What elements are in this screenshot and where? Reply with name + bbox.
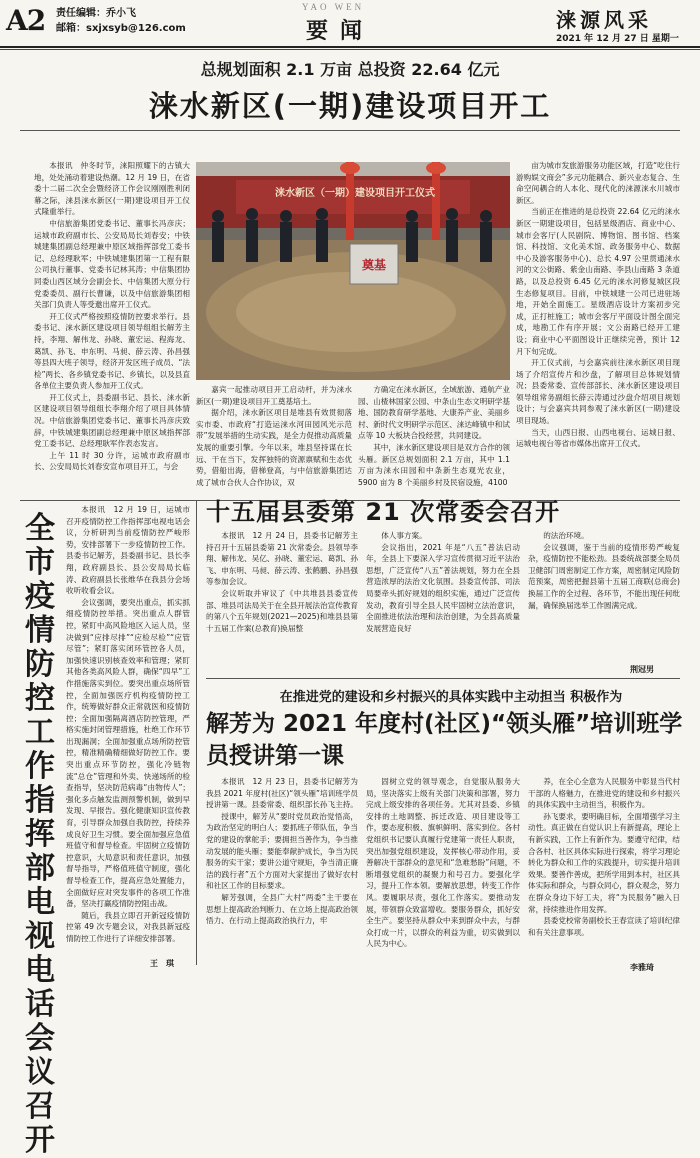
story3-column-3 (528, 776, 680, 956)
left-story-body (66, 504, 190, 954)
paragraph: 本报讯 12 月 19 日，运城市召开疫情防控工作指挥部电视电话会议，分析研判当前疫情防控严峻形势，安排部署下一步疫情防控工作。县委书记解芳，县委副书记、县长李翔，政府副县长、县公安局局长临涛、政府副县长张维华在我县分会场收听收看会议。 (66, 505, 190, 596)
paragraph: 方确定在涞水新区，全域旅游、通航产业园、山楂林国家公园、中条山生态文明研学基地、国防教育研学基地、大康养产业、美丽乡村、新时代文明研学示范区、涞达峰镇中和试点等 10 大板块合投经营，共同建设。 (358, 385, 510, 441)
vertical-headline: 全市疫情防控工作指挥部电视电话会议召开 (25, 511, 55, 1158)
paragraph: 随后，我县立即召开新冠疫情防控第 49 次专题会议，对我县新冠疫情防控工作进行了详细安排部署。 (66, 910, 190, 943)
paragraph: 开工仪式严格按照疫情防控要求举行。县委书记、涞水新区建设项目领导组组长解芳主持，李翔、解伟龙、孙晓、董宏运、程海龙、葛凯、孙飞、申东明、马昶、薛云涛、孙昌强等县四大班子领导，经济开发区班子成员、“法检”两长、各乡镇党委书记、乡镇长，以及县直各单位主要负责人参加开工仪式。 (34, 311, 190, 391)
section-pinyin: YAO WEN (302, 2, 365, 12)
lead-column-4 (516, 160, 680, 498)
paragraph: 解芳强调，全县广大村“两委”主干要在思想上提高政治判断力、在立场上提高政治领悟力、在行动上提高政治执行力，牢 (206, 892, 358, 926)
lead-subhead: 总规划面积 2.1 万亩 总投资 22.64 亿元 (200, 60, 500, 79)
story2-column-1 (206, 530, 358, 670)
paragraph: 会议强调，鉴于当前的疫情形势严峻复杂，疫情防控不能松劲。县委统战部要全局员卫健部门周密制定工作方案，周密制定风险防范预案，周密把握县第十五届工商联(总商会)换届工作的全过程、各环节，不能出现任何纰漏，确保换届选举工作圆满完成。 (528, 542, 680, 610)
paragraph: 固树立党的领导观念，自觉服从服务大局，坚决落实上级有关部门决策和部署，努力完成上级安排的各项任务。尤其对县委、乡镇安排的土地调整、拆迁改造、项目建设等工作，要态度积极、旗帜鲜明、落实到位。各村党组织书记要认真履行党建第一责任人职责，突出加强党组织建设，发挥核心带动作用，妥善解决干部群众的意见和“急难愁盼”问题，不断增强党组织的凝聚力和号召力。要强化学习，提升工作本领。要解放思想，转变工作作风。要履职尽责，强化工作落实。要推动发展，带领群众致富增收。要服务群众，抓好安全生产。要坚持从群众中来到群众中去，与群众打成一片，以群众的利益为重，切实做到以人民为中心。 (366, 777, 520, 949)
masthead-rule-thin (0, 49, 700, 50)
story3-headline: 解芳为 2021 年度村(社区)“领头雁”培训班学员授讲第一课 (206, 711, 683, 769)
editor-info (56, 6, 186, 36)
paragraph: 中信旅游集团党委书记、董事长冯彦庆；运城市政府副市长、公安局局长刘春安；中铁城建集团副总经理兼中原区域指挥部党工委书记、总经理耿军；中铁城建集团第一工程有限公司执行董事、党委书记林其涛；中信集团协同委山西区域分会副会长、中信集团大原分行党委委员、副行长曹谦，以及中信旅游集团相关部门负责人等受邀出席开工仪式。 (34, 218, 190, 310)
foundation-stone-text: 奠基 (361, 258, 386, 272)
story2-byline: 荆冠男 (630, 665, 654, 674)
lead-column-1 (34, 160, 190, 498)
lead-headline: 涞水新区(一期)建设项目开工 (148, 89, 552, 123)
photo-banner-text: 涞水新区（一期）建设项目开工仪式 (275, 188, 435, 199)
story2-headline: 十五届县委第 21 次常委会召开 (206, 498, 561, 526)
paragraph: 会议强调，要突出重点，抓实抓细疫情防控举措。突出重点人群管控，紧盯中高风险地区入运人员，坚决做到“应排尽排”“应检尽检”“应管尽管”；紧盯落实闭环管控各人员，加强快速识别核查效率和管理；紧盯其他各类高风险人群，确保“四早”工作措施落实到位。要突出重点场所管控，全面加强医疗机构疫情防控工作，统筹做好群众正常就医和疫情防控；全面加强隔离酒店防控管理，严格实施封闭管理措施，杜绝工作环节出现漏洞；全面加强重点场所防控管控，精准精确精细做好防控工作。要突出重点环节防控，强化冷链物流“总仓”管理和外卖、快递场所的检查指导，坚决防范病毒“由物传人”；强化多点触发监测预警机制，做到早发现、早报告。强化健康知识宣传教育，引导群众加强自我防控，持续养成良好卫生习惯。要全面加强应急值班值守和督导检查。牢固树立疫情防控意识，大局意识和责任意识，加强督导指导，严格值班值守制度，强化督导检查工作，提高应急处置能力，全面做好应对突发事件的各项工作准备，坚决打赢疫情防控阻击战。 (66, 597, 190, 909)
story3-byline: 李雅琦 (630, 963, 654, 972)
lead-column-2 (196, 384, 352, 498)
paragraph: 开工仪式前，与会嘉宾前往涞水新区项目现场了介绍宣传片和沙盘，了解项目总体规划情况；县委常委、宣传部部长、涞水新区建设项目领导组常务副组长薛云涛通过沙盘介绍项目规划设计；与会嘉宾共同参观了涞水新区(一期)建设项目现场。 (516, 358, 680, 426)
paragraph: 其中，涞水新区建设项目是双方合作的领头雁。新区总规划面积 2.1 万亩，其中 1.1 万亩为涞水田园和中条新生态观光农业，5900 亩为 8 个美丽乡村及民宿设施，4100 (358, 442, 510, 487)
paragraph: 县委党校常务副校长王春宣读了培训纪律和有关注意事项。 (528, 916, 680, 937)
paragraph: 体人事方案。 (381, 531, 427, 540)
paragraph: 本报讯 12 月 23 日，县委书记解芳为我县 2021 年度村(社区)“领头雁”培训班学员授讲第一课。县委常委、组织部长孙飞主持。 (206, 777, 358, 810)
paragraph: 本报讯 12 月 24 日，县委书记解芳主持召开十五届县委第 21 次常委会。县领导李翔、解伟龙、吴亿、孙晓、董宏运、葛凯、孙飞、申东明、马昶、薛云涛、张鹤鹏、孙昌强等参加会议。 (206, 531, 358, 587)
paragraph: 亩为城市发旅游服务功能区域，打造“吃住行游购娱文商会”多元功能耦合、新兴业态复合、生命空间耦合的人本化、现代化的涞源涞水川城市新区。 (516, 161, 680, 205)
left-story-byline: 王 琪 (150, 959, 174, 968)
paragraph: 会议听取并审议了《中共堆县县委宣传部、堆县司法局关于在全县开展法治宣传教育的第八个五年规划(2021—2025)和堆县县第十五届工作案(总教育)换届整 (206, 588, 358, 633)
masthead-rule (0, 46, 700, 48)
paragraph: 的法治环境。 (543, 531, 589, 540)
section-title: 要闻 (306, 18, 375, 44)
paragraph: 当前正在推进的是总投资 22.64 亿元的涞水新区一期建设项目，包括星级酒店、商业中心、城市会客厅(人民剧院、博物馆、图书馆、档案馆、科技馆、文化美术馆、政务服务中心、数据中心及游客服务中心)、总长 4.97 公里贯通涞水河的文公街路、紫金山南路、李县山南路 3 条道路，以及总投资 6.45 亿元的涞水河修复城区段生态修复项目。目前，中铁城建一公司已进驻场地，开始全面施工。星级酒店设计方案初步完成，正打桩施工；城市会客厅平面设计图全面完成，地勘工作有序开展；文公南路已经开工建设；商业中心平面图设计正继续完善，预计 12 月下旬完成。 (516, 207, 680, 356)
paragraph: 会议指出，2021 年是“八五”普法启动年，全县上下要深入学习宣传贯彻习近平法治思想，广泛宣传“八五”普法规划，努力在全县营造浓厚的法治文化氛围。县委宣传部、司法局要牵头抓好规划的组织实施，通过广泛宣传发动，教育引导全县人民牢固树立法治意识，全面推进依法治理和法治创建，为全县高质量发展营造良好 (366, 542, 520, 633)
newspaper-brand: 涞源风采 (556, 8, 652, 32)
page-number: A2 (6, 4, 46, 37)
paragraph: 当天，山西日报、山西电视台、运城日报、运城电视台等省市媒体出席开工仪式。 (516, 427, 680, 449)
paragraph: 授课中，解芳从“要时党员政治觉悟高，为政治坚定的明白人；要抓班子带队伍，争当党的建设的掌舵手；要拥担当善作为，争当推动发展的能头雁；要能奉献护成长，争当为民服务的实干家；要讲公道守规矩，争当清正廉洁的践行者”五个方面对大家提出了做好农村和社区工作的目标要求。 (206, 811, 358, 891)
column-divider (196, 500, 197, 965)
issue-date: 2021 年 12 月 27 日 星期一 (556, 34, 679, 44)
email-label: 邮箱： (56, 23, 86, 34)
story3-column-2 (366, 776, 520, 972)
story3-column-1 (206, 776, 358, 972)
paragraph: 上午 11 时 30 分许，运城市政府副市长、公安局局长刘春安宣布项目开工，与会 (34, 450, 190, 472)
paragraph: 据介绍，涞水新区项目是堆县有效贯彻落实市委、市政府“打造运涞水河田园风光示范带”发展举措的生动实践，是全力促推动高质量发展的重要引擎。今年以来，堆县坚持谋在长远、干在当下，发挥独特的资源禀赋和生态优势，借船出海，借梯登高，与中信旅游集团达成了城市合伙人合作协议，双 (196, 408, 352, 487)
story2-column-2 (366, 530, 520, 670)
story3-kicker: 在推进党的建设和乡村振兴的具体实践中主动担当 积极作为 (279, 690, 623, 705)
paragraph: 开工仪式上，县委副书记、县长、涞水新区建设项目领导组组长李翔介绍了项目具体情况。中信旅游集团党委书记、董事长冯彦庆致辞，中铁城建集团副总经理兼中原区域指挥部党工委书记、总经理耿军作表态发言。 (34, 392, 190, 449)
editor-label: 责任编辑： (56, 8, 106, 19)
groundbreaking-photo (196, 162, 510, 380)
paragraph: 养，在全心全意为人民服务中彰显当代村干部的人格魅力，在推进党的建设和乡村振兴的具体实践中主动担当，积极作为。 (528, 777, 680, 810)
paragraph: 本报讯 仲冬时节，涞阳照耀下的古镇大地，处处涌动着建设热潮。12 月 19 日，在省委十二届二次全会暨经济工作会议刚刚胜利闭幕之际，涞县涞水新区(一期)建设项目开工仪式隆重举行。 (34, 161, 190, 217)
story2-column-3 (528, 530, 680, 660)
lead-column-3 (358, 384, 510, 498)
paragraph: 嘉宾一起推动项目开工启动杆，并为涞水新区(一期)建设项目开工奠基培土。 (196, 385, 352, 406)
story-divider (206, 678, 680, 679)
lead-divider (20, 130, 680, 131)
editor-email: sxjxsyb@126.com (86, 23, 186, 34)
editor-name: 乔小飞 (106, 8, 136, 19)
paragraph: 孙飞要求，要明确目标，全面增强学习主动性。真正做在自觉认识上有新提高，理论上有新实践，工作上有新作为。要遵守纪律，结合各村、社区具体实际进行探索，将学习理论转化为群众和工作的实践提升，切实提升培训效果。要善作善成，把所学用到本村，社区具体实际和群众，与群众同心，群众观念，努力在群众身边下好工夫，将“为民服务”融入日常，持续推进作用发挥。 (528, 811, 680, 914)
